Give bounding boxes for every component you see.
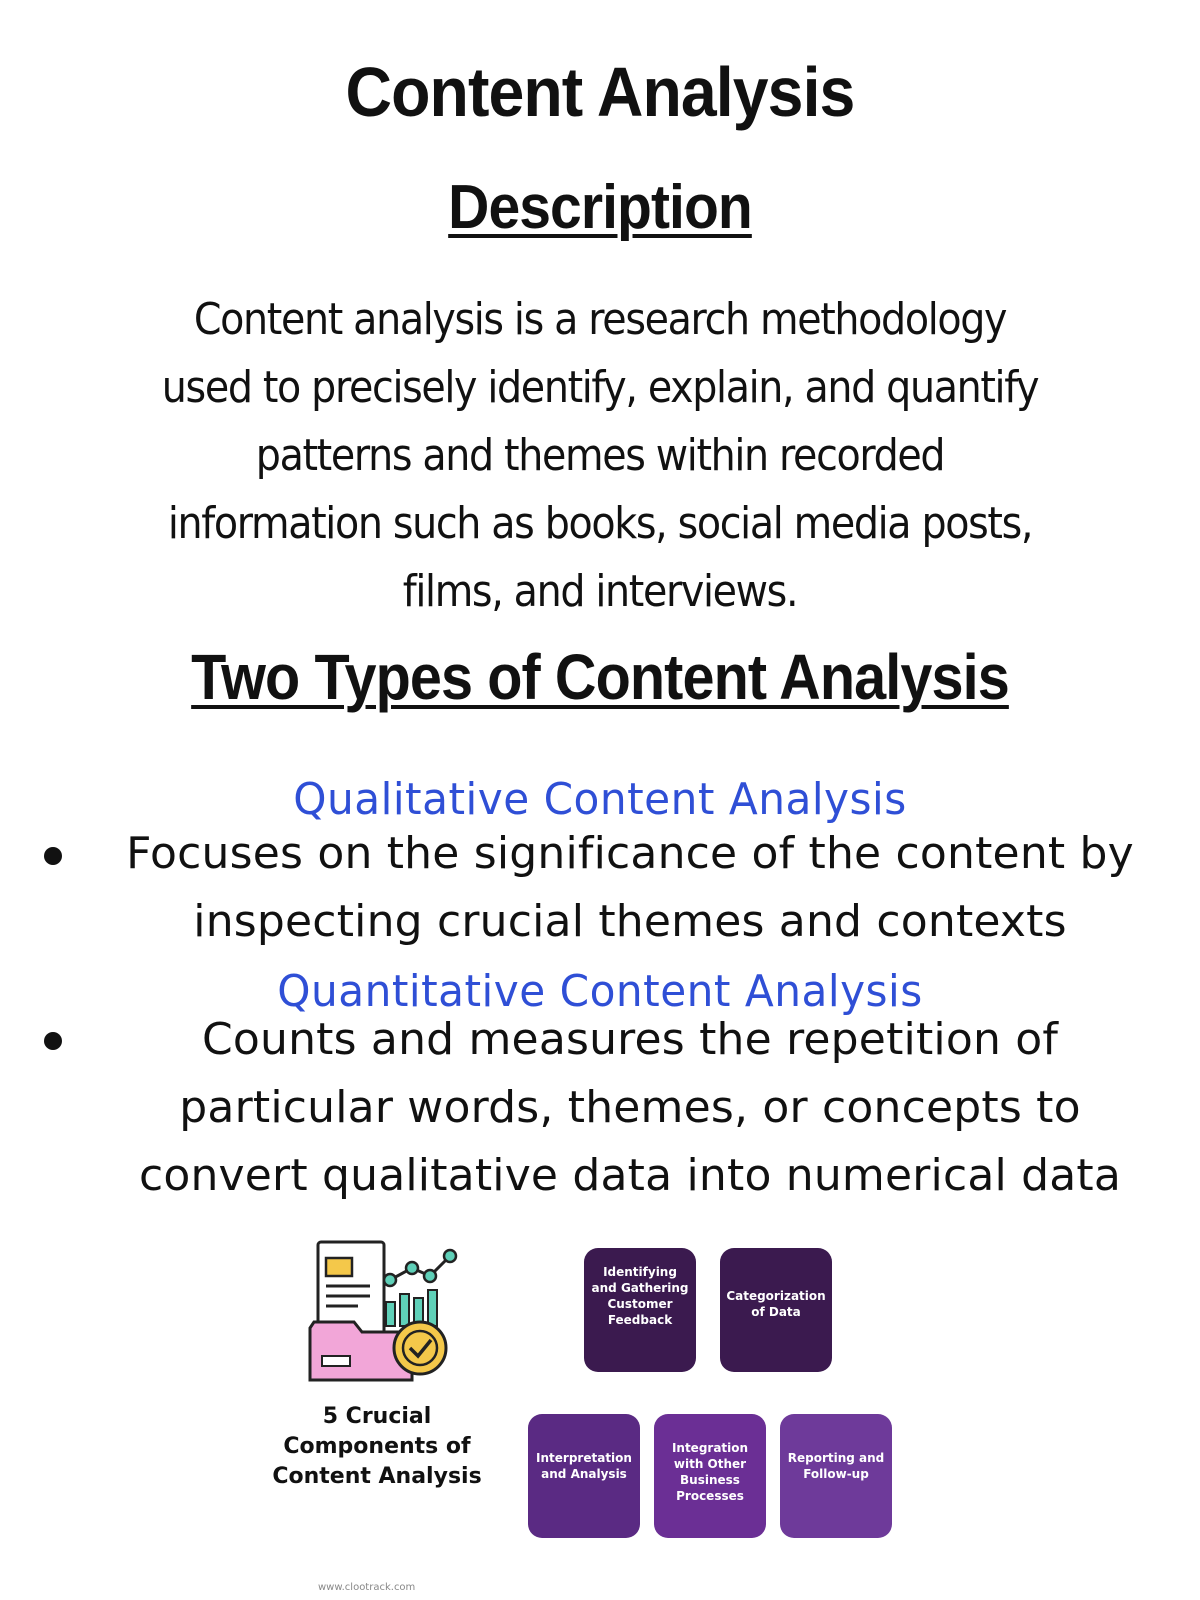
quantitative-line: particular words, themes, or concepts to	[179, 1082, 1081, 1133]
description-line: films, and interviews.	[402, 566, 798, 617]
quantitative-description	[110, 1006, 1150, 1210]
components-label-line: Content Analysis	[272, 1464, 482, 1489]
description-line: information such as books, social media posts,	[167, 498, 1033, 549]
component-tile	[654, 1414, 766, 1538]
qualitative-line: Focuses on the significance of the content by	[126, 828, 1134, 879]
quantitative-title: Quantitative Content Analysis	[277, 966, 923, 1017]
description-text	[114, 286, 1086, 626]
description-line: used to precisely identify, explain, and quantify	[161, 362, 1039, 413]
description-line: patterns and themes within recorded	[255, 430, 945, 481]
component-tile	[780, 1414, 892, 1538]
component-tile-label: Categorization of Data	[726, 1289, 826, 1319]
qualitative-title: Qualitative Content Analysis	[293, 774, 907, 825]
bullet-dot	[44, 847, 62, 865]
component-tile-label: Interpretation and Analysis	[536, 1451, 632, 1481]
component-tile-label: Identifying and Gathering Customer Feedback	[591, 1265, 689, 1327]
description-line: Content analysis is a research methodology	[193, 294, 1007, 345]
types-heading: Two Types of Content Analysis	[191, 641, 1009, 713]
components-label	[262, 1402, 492, 1492]
report-chart-badge-icon	[300, 1232, 470, 1392]
source-url: www.clootrack.com	[318, 1582, 416, 1593]
description-heading: Description	[448, 173, 752, 242]
qualitative-line: inspecting crucial themes and contexts	[193, 896, 1067, 947]
component-tile-label: Integration with Other Business Processes	[671, 1441, 749, 1503]
components-label-line: 5 Crucial	[322, 1404, 432, 1429]
page-title: Content Analysis	[345, 53, 855, 131]
bullet-dot	[44, 1032, 62, 1050]
quantitative-line: convert qualitative data into numerical data	[138, 1150, 1122, 1201]
component-tile	[720, 1248, 832, 1372]
component-tile	[528, 1414, 640, 1538]
qualitative-description	[110, 820, 1150, 956]
component-tile	[584, 1248, 696, 1372]
quantitative-line: Counts and measures the repetition of	[201, 1014, 1059, 1065]
components-label-line: Components of	[283, 1434, 471, 1459]
component-tile-label: Reporting and Follow-up	[787, 1451, 885, 1481]
